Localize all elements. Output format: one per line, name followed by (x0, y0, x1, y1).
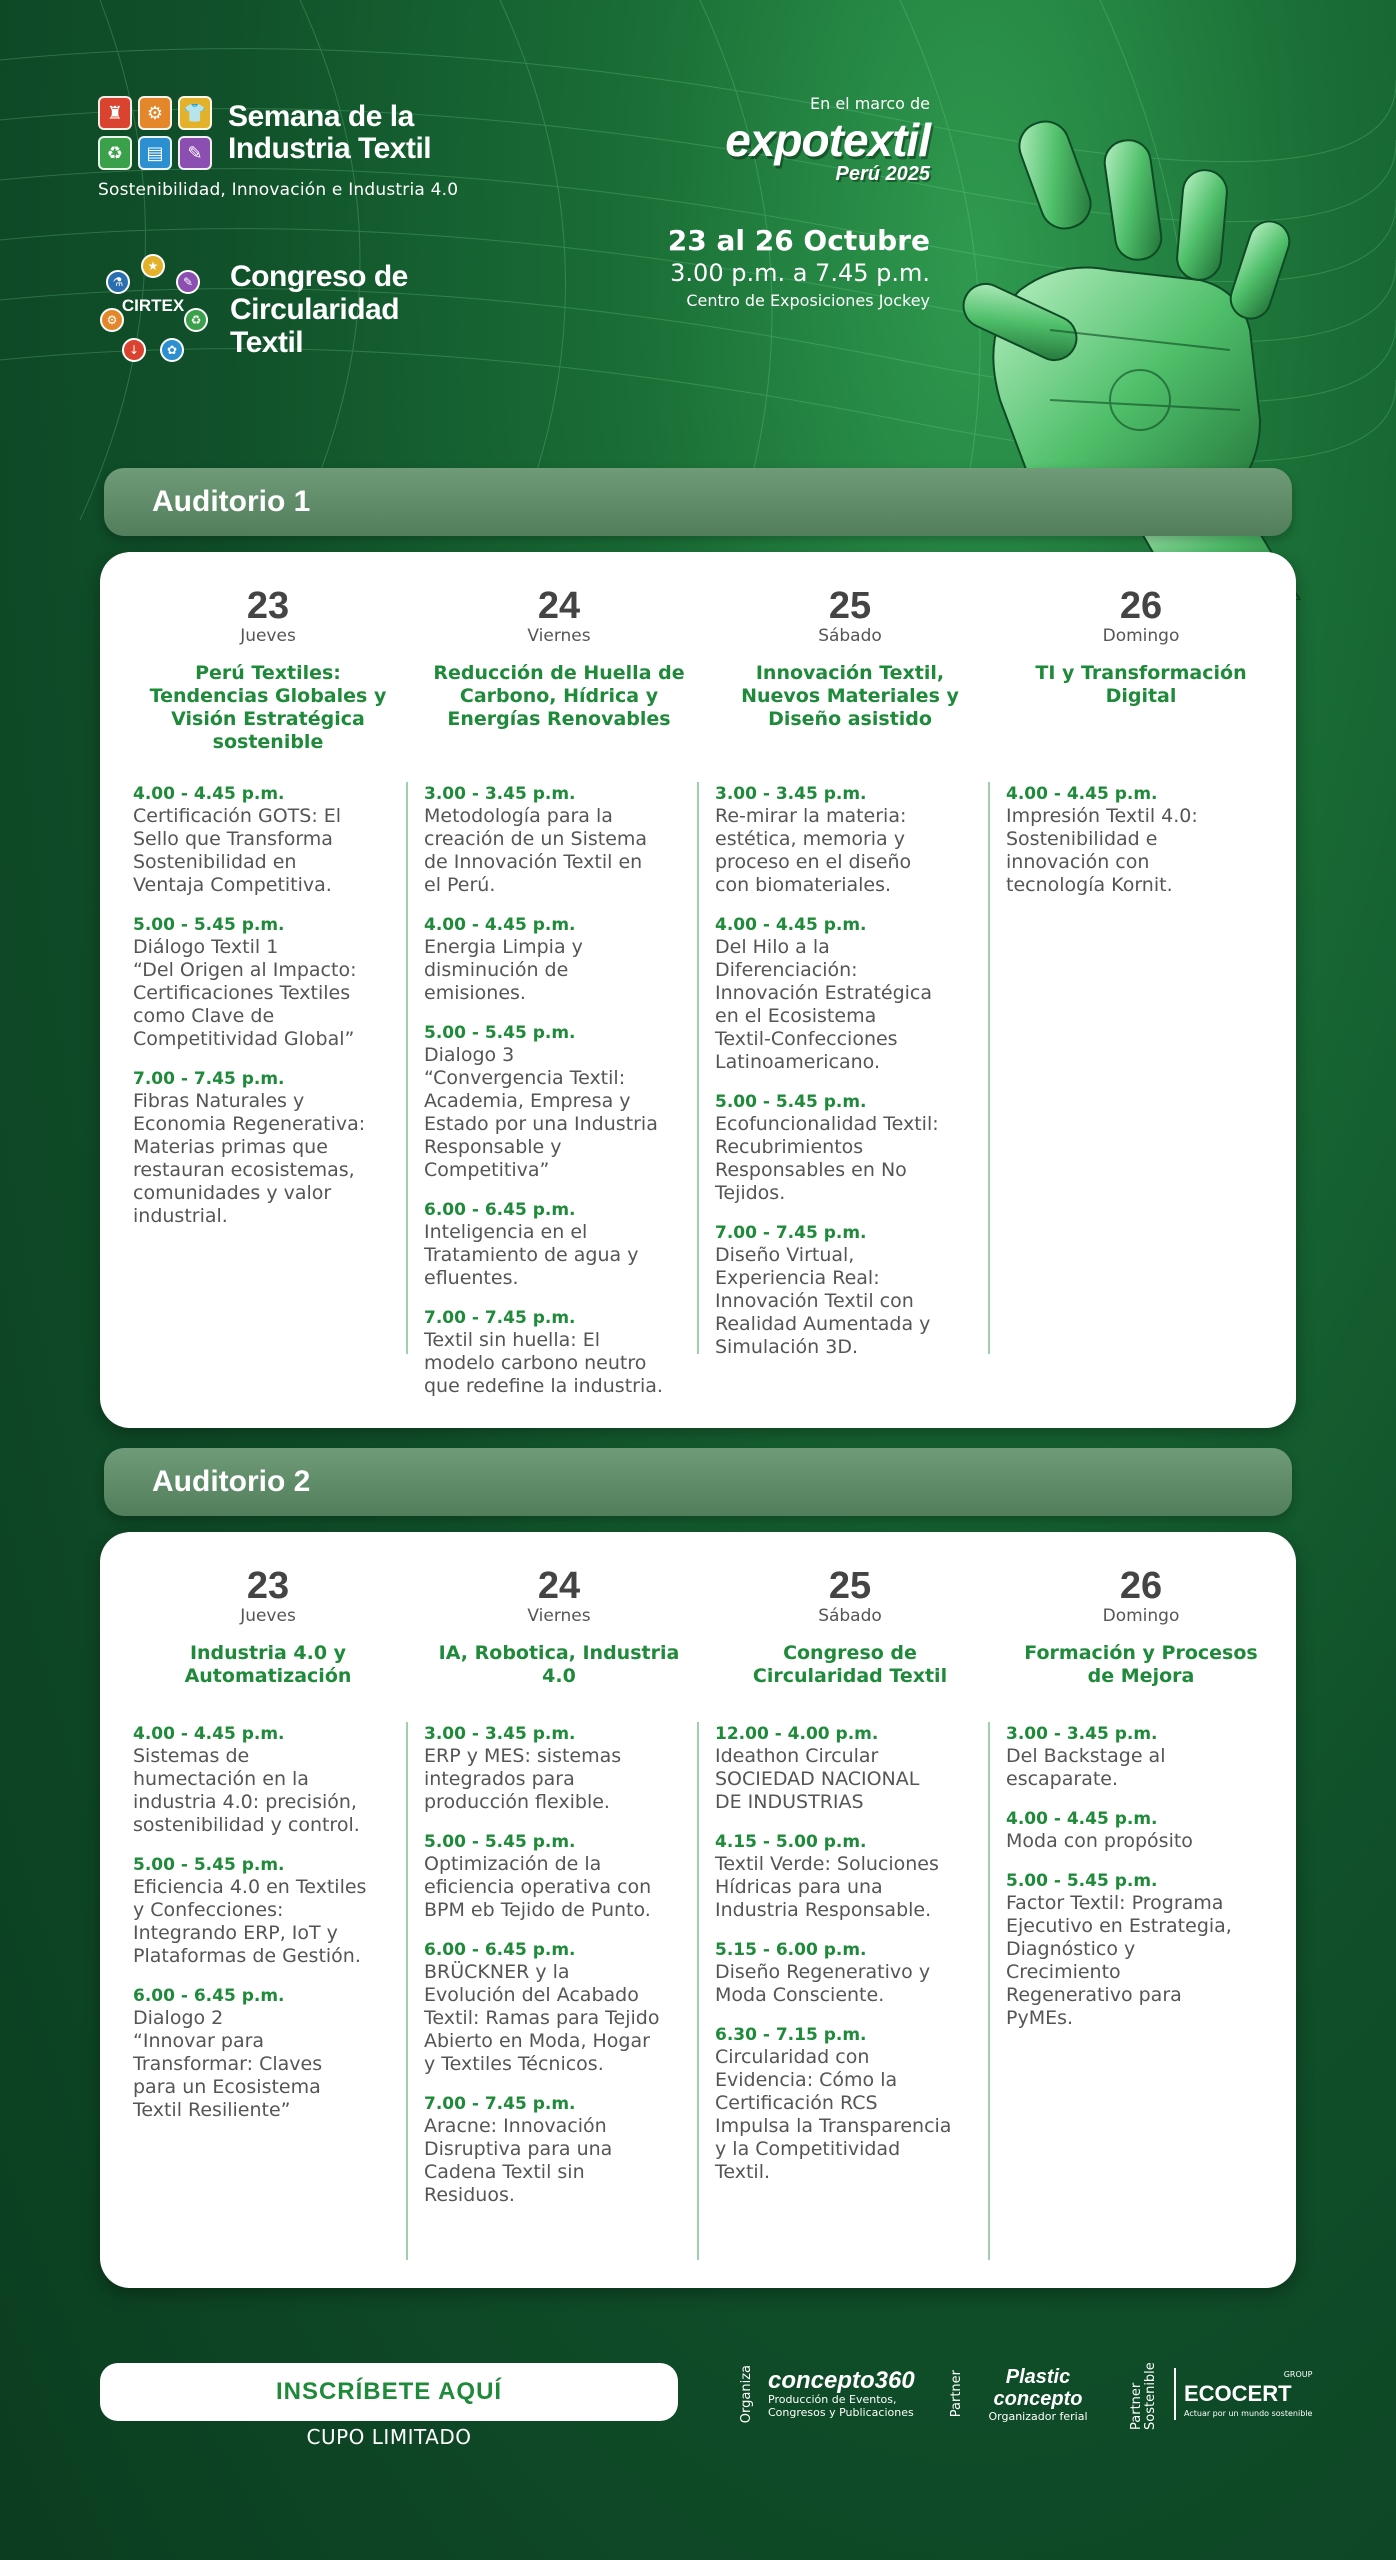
session-time: 5.00 - 5.45 p.m. (133, 915, 285, 935)
session-item (1006, 1871, 1276, 2030)
session-item (715, 915, 985, 1074)
cirtex-badge: CIRTEX (121, 296, 185, 315)
session-title: Eficiencia 4.0 en Textiles y Confecciones: Integrando ERP, IoT y Plataformas de Gestión. (133, 1876, 367, 1967)
session-title: Optimización de la eficiencia operativa con BPM eb Tejido de Punto. (424, 1853, 652, 1921)
day-column (424, 1532, 694, 2288)
session-time: 5.15 - 6.00 p.m. (715, 1940, 867, 1960)
event-info (668, 94, 930, 310)
session-title: Circularidad con Evidencia: Cómo la Certificación RCS Impulsa la Transparencia y la Competitividad Textil. (715, 2046, 952, 2183)
session-title: Textil Verde: Soluciones Hídricas para una Industria Responsable. (715, 1853, 939, 1921)
partner-sub: Producción de Eventos, Congresos y Publicaciones (768, 2393, 914, 2419)
partner-plastic (950, 2358, 1098, 2430)
day-column (1006, 552, 1276, 1428)
session-item (424, 1724, 694, 1814)
sessions-list (1006, 1724, 1276, 2048)
session-item (133, 1724, 403, 1837)
session-time: 6.00 - 6.45 p.m. (133, 1986, 285, 2006)
day-name: Viernes (527, 1606, 591, 1626)
session-title: Dialogo 3 “Convergencia Textil: Academia, Empresa y Estado por una Industria Responsable y Competitiva” (424, 1044, 658, 1181)
day-header (715, 586, 985, 731)
spool-icon: ♜ (98, 96, 132, 130)
day-header (424, 1566, 694, 1688)
day-number: 26 (1119, 1565, 1163, 1607)
ecocert-logo: ECOCERT (1184, 2381, 1292, 2406)
day-column (424, 552, 694, 1428)
circle-icon: ↓ (122, 338, 146, 362)
day-header (133, 1566, 403, 1688)
session-title: Sistemas de humectación en la industria 4.0: precisión, sostenibilidad y control. (133, 1745, 360, 1836)
plastic-concepto-logo: Plastic concepto (993, 2365, 1083, 2410)
sessions-list (715, 1724, 985, 2202)
day-number: 25 (828, 585, 872, 627)
session-time: 7.00 - 7.45 p.m. (424, 1308, 576, 1328)
sessions-list (715, 784, 985, 1377)
sessions-list (424, 784, 694, 1416)
session-item (715, 1724, 985, 1814)
session-item (1006, 784, 1276, 897)
session-title: BRÜCKNER y la Evolución del Acabado Textil: Ramas para Tejido Abierto en Moda, Hogar y Textiles Técnicos. (424, 1961, 660, 2075)
session-time: 7.00 - 7.45 p.m. (424, 2094, 576, 2114)
partner-sub: Organizador ferial (988, 2409, 1088, 2423)
session-time: 4.00 - 4.45 p.m. (133, 1724, 285, 1744)
session-time: 6.00 - 6.45 p.m. (424, 1940, 576, 1960)
cirtex-title: Congreso de Circularidad Textil (230, 259, 408, 359)
column-divider (406, 1722, 408, 2260)
session-time: 4.00 - 4.45 p.m. (133, 784, 285, 804)
day-name: Jueves (240, 626, 296, 646)
session-time: 4.00 - 4.45 p.m. (1006, 784, 1158, 804)
session-title: ERP y MES: sistemas integrados para producción flexible. (424, 1745, 622, 1813)
auditorio-2-header: Auditorio 2 (104, 1448, 1292, 1516)
expotextil-logo: expotextil (725, 114, 930, 166)
session-title: Fibras Naturales y Economia Regenerativa: Materias primas que restauran ecosistemas, comunidades y valor industrial. (133, 1090, 366, 1227)
day-number: 24 (537, 1565, 581, 1607)
shirt-icon: 👕 (178, 96, 212, 130)
session-item (1006, 1724, 1276, 1791)
session-item (424, 1308, 694, 1398)
session-title: Diseño Regenerativo y Moda Consciente. (715, 1961, 931, 2006)
session-item (715, 2025, 985, 2184)
day-number: 24 (537, 585, 581, 627)
session-item (133, 1986, 403, 2122)
ecocert-group: GROUP (1283, 2370, 1313, 2379)
session-time: 3.00 - 3.45 p.m. (1006, 1724, 1158, 1744)
partner-sub: Actuar por un mundo sostenible (1184, 2409, 1313, 2418)
session-time: 4.00 - 4.45 p.m. (1006, 1809, 1158, 1829)
circle-icon: ✿ (160, 338, 184, 362)
day-column (715, 552, 985, 1428)
session-title: Impresión Textil 4.0: Sostenibilidad e innovación con tecnología Kornit. (1006, 805, 1198, 896)
event-hours: 3.00 p.m. a 7.45 p.m. (670, 259, 930, 287)
session-time: 4.00 - 4.45 p.m. (424, 915, 576, 935)
day-name: Jueves (240, 1606, 296, 1626)
day-header (1006, 1566, 1276, 1688)
sessions-list (133, 1724, 403, 2140)
session-title: Diálogo Textil 1 “Del Origen al Impacto: Certificaciones Textiles como Clave de Competitividad Global” (133, 936, 357, 1050)
session-item (133, 784, 403, 897)
fabric-icon: ▤ (138, 136, 172, 170)
column-divider (697, 1722, 699, 2260)
session-item (1006, 1809, 1276, 1853)
session-item (715, 1092, 985, 1205)
track-title: Innovación Textil, Nuevos Materiales y Diseño asistido (741, 662, 959, 730)
session-title: Diseño Virtual, Experiencia Real: Innovación Textil con Realidad Aumentada y Simulación 3D. (715, 1244, 931, 1358)
session-title: Del Hilo a la Diferenciación: Innovación Estratégica en el Ecosistema Textil-Confecciones Latinoamericano. (715, 936, 933, 1073)
limited-spots-label: CUPO LIMITADO (306, 2425, 472, 2449)
day-column (133, 1532, 403, 2288)
day-name: Viernes (527, 626, 591, 646)
day-name: Sábado (818, 1606, 882, 1626)
session-time: 6.30 - 7.15 p.m. (715, 2025, 867, 2045)
day-number: 25 (828, 1565, 872, 1607)
session-time: 5.00 - 5.45 p.m. (1006, 1871, 1158, 1891)
session-time: 12.00 - 4.00 p.m. (715, 1724, 879, 1744)
session-time: 7.00 - 7.45 p.m. (133, 1069, 285, 1089)
day-number: 23 (246, 585, 290, 627)
session-item (133, 915, 403, 1051)
cirtex-logo (98, 254, 208, 364)
day-name: Domingo (1102, 626, 1180, 646)
event-dates: 23 al 26 Octubre (667, 224, 930, 257)
sessions-list (424, 1724, 694, 2225)
session-title: Textil sin huella: El modelo carbono neutro que redefine la industria. (424, 1329, 663, 1397)
auditorio-1-schedule (100, 552, 1296, 1428)
session-time: 3.00 - 3.45 p.m. (715, 784, 867, 804)
cirtex-block (98, 254, 408, 364)
column-divider (988, 1722, 990, 2260)
session-item (424, 1832, 694, 1922)
track-title: Industria 4.0 y Automatización (184, 1642, 352, 1687)
track-title: TI y Transformación Digital (1035, 662, 1247, 707)
session-item (424, 784, 694, 897)
brand-tagline: Sostenibilidad, Innovación e Industria 4.0 (98, 180, 459, 200)
partner-ecocert (1130, 2358, 1312, 2430)
session-title: Factor Textil: Programa Ejecutivo en Estrategia, Diagnóstico y Crecimiento Regenerativo para PyMEs. (1006, 1892, 1232, 2029)
session-item (424, 2094, 694, 2207)
circle-icon: ★ (141, 254, 165, 278)
register-button[interactable]: INSCRÍBETE AQUÍ (100, 2363, 678, 2421)
session-title: Ideathon Circular SOCIEDAD NACIONAL DE INDUSTRIAS (715, 1745, 920, 1813)
session-title: Energia Limpia y disminución de emisiones. (424, 936, 583, 1004)
event-marco: En el marco de (810, 94, 930, 113)
session-item (715, 1832, 985, 1922)
day-name: Domingo (1102, 1606, 1180, 1626)
session-title: Del Backstage al escaparate. (1006, 1745, 1166, 1790)
partner-organiza (740, 2358, 915, 2430)
session-time: 6.00 - 6.45 p.m. (424, 1200, 576, 1220)
partner-role: Partner Sostenible (1129, 2362, 1158, 2430)
session-title: Certificación GOTS: El Sello que Transforma Sostenibilidad en Ventaja Competitiva. (133, 805, 342, 896)
column-divider (988, 782, 990, 1354)
column-divider (406, 782, 408, 1354)
day-column (1006, 1532, 1276, 2288)
track-title: Reducción de Huella de Carbono, Hídrica y Energías Renovables (433, 662, 685, 730)
session-item (715, 1223, 985, 1359)
track-title: Perú Textiles: Tendencias Globales y Visión Estratégica sostenible (149, 662, 387, 753)
recycle-icon: ♻ (98, 136, 132, 170)
session-time: 5.00 - 5.45 p.m. (133, 1855, 285, 1875)
session-title: Dialogo 2 “Innovar para Transformar: Claves para un Ecosistema Textil Resiliente” (133, 2007, 323, 2121)
session-title: Moda con propósito (1006, 1830, 1193, 1852)
brand-icons (98, 96, 212, 170)
brand-block (98, 96, 518, 200)
session-time: 4.00 - 4.45 p.m. (715, 915, 867, 935)
session-item (133, 1855, 403, 1968)
session-time: 4.15 - 5.00 p.m. (715, 1832, 867, 1852)
track-title: Congreso de Circularidad Textil (752, 1642, 948, 1687)
session-title: Inteligencia en el Tratamiento de agua y efluentes. (424, 1221, 639, 1289)
day-name: Sábado (818, 626, 882, 646)
day-column (715, 1532, 985, 2288)
gears-icon: ⚙ (138, 96, 172, 130)
partner-role: Organiza (739, 2364, 754, 2424)
sessions-list (1006, 784, 1276, 915)
session-title: Metodología para la creación de un Sistema de Innovación Textil en el Perú. (424, 805, 648, 896)
concepto360-logo: concepto360 (768, 2367, 915, 2394)
circle-icon: ✎ (176, 270, 200, 294)
day-header (133, 586, 403, 754)
track-title: IA, Robotica, Industria 4.0 (438, 1642, 680, 1687)
session-time: 3.00 - 3.45 p.m. (424, 784, 576, 804)
event-venue: Centro de Exposiciones Jockey (686, 291, 930, 310)
session-time: 5.00 - 5.45 p.m. (715, 1092, 867, 1112)
brand-title: Semana de la Industria Textil (228, 100, 432, 165)
session-title: Re-mirar la materia: estética, memoria y proceso en el diseño con biomateriales. (715, 805, 912, 896)
day-number: 23 (246, 1565, 290, 1607)
day-number: 26 (1119, 585, 1163, 627)
session-item (424, 1940, 694, 2076)
sessions-list (133, 784, 403, 1246)
circle-icon: ♻ (184, 308, 208, 332)
session-time: 5.00 - 5.45 p.m. (424, 1832, 576, 1852)
session-title: Aracne: Innovación Disruptiva para una Cadena Textil sin Residuos. (424, 2115, 613, 2206)
partner-role: Partner (949, 2370, 964, 2418)
session-time: 3.00 - 3.45 p.m. (424, 1724, 576, 1744)
session-item (424, 1023, 694, 1182)
day-header (424, 586, 694, 731)
auditorio-1-header: Auditorio 1 (104, 468, 1292, 536)
track-title: Formación y Procesos de Mejora (1024, 1642, 1258, 1687)
column-divider (697, 782, 699, 1354)
session-item (715, 784, 985, 897)
session-item (133, 1069, 403, 1228)
auditorio-2-schedule (100, 1532, 1296, 2288)
day-header (1006, 586, 1276, 708)
session-item (424, 915, 694, 1005)
session-item (715, 1940, 985, 2007)
session-item (424, 1200, 694, 1290)
expotextil-sub: Perú 2025 (835, 163, 930, 185)
session-time: 5.00 - 5.45 p.m. (424, 1023, 576, 1043)
needle-icon: ✎ (178, 136, 212, 170)
day-header (715, 1566, 985, 1688)
session-time: 7.00 - 7.45 p.m. (715, 1223, 867, 1243)
day-column (133, 552, 403, 1428)
session-title: Ecofuncionalidad Textil: Recubrimientos Responsables en No Tejidos. (715, 1113, 939, 1204)
circle-icon: ⚙ (100, 308, 124, 332)
circle-icon: ⚗ (106, 270, 130, 294)
